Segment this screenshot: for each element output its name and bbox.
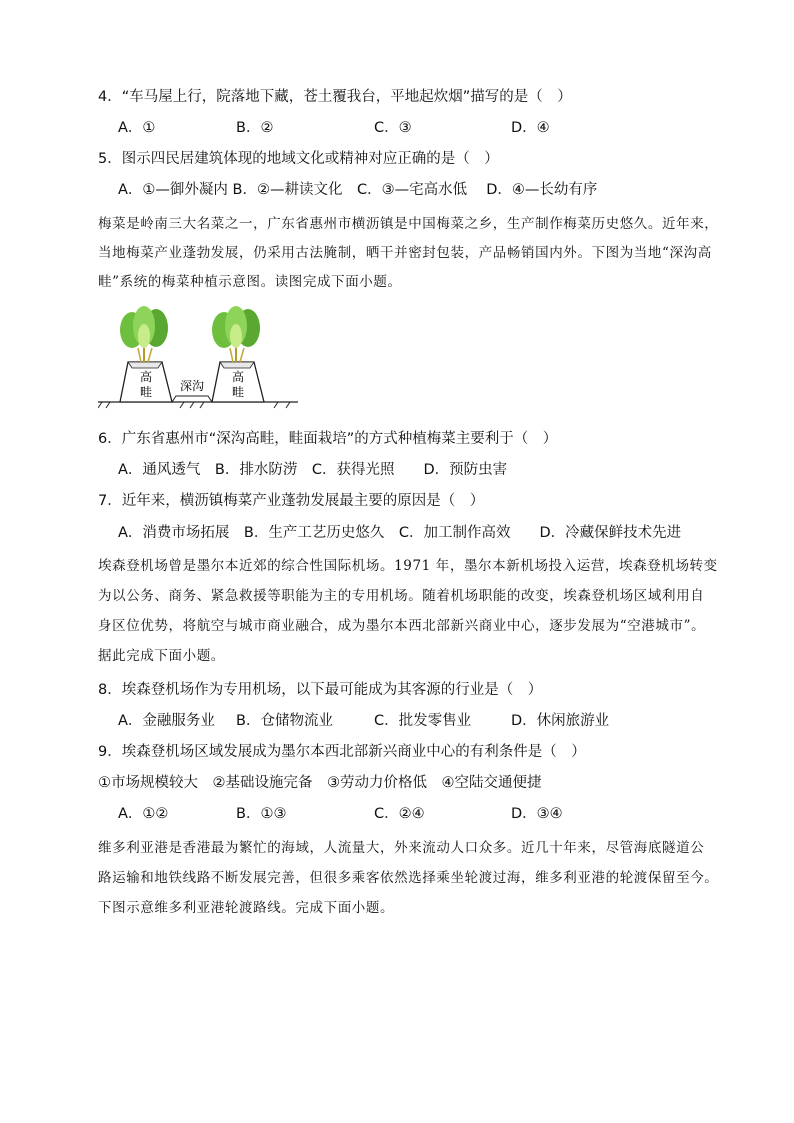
question-5-stem: 5．图示四民居建筑体现的地域文化或精神对应正确的是（ ） (98, 151, 499, 167)
question-9-stem: 9．埃森登机场区域发展成为墨尔本西北部新兴商业中心的有利条件是（ ） (98, 744, 586, 760)
question-8-stem: 8．埃森登机场作为专用机场，以下最可能成为其客源的行业是（ ） (98, 682, 543, 698)
left-ridge-label-1: 高 (139, 370, 153, 384)
passage-1-line-2: 当地梅菜产业蓬勃发展，仍采用古法腌制，晒干并密封包装，产品畅销国内外。下图为当地“深沟高 (98, 245, 712, 261)
q4-option-b: B．② (236, 120, 274, 136)
passage-2-line-3: 身区位优势，将航空与城市商业融合，成为墨尔本西北部新兴商业中心，逐步发展为“空港城市”。 (98, 618, 706, 634)
passage-3-line-2: 路运输和地铁线路不断发展完善，但很多乘客依然选择乘坐轮渡过海，维多利亚港的轮渡保留至今。 (98, 870, 719, 886)
q5-options: A．①—御外凝内 B．②—耕读文化 C．③—宅高水低 D．④—长幼有序 (118, 182, 598, 198)
q4-option-a: A．① (118, 120, 156, 136)
right-ridge-label-1: 高 (231, 370, 245, 384)
passage-3-line-1: 维多利亚港是香港最为繁忙的海域，人流量大，外来流动人口众多。近几十年来，尽管海底隧道公 (98, 840, 705, 856)
vegetable-right-icon (212, 306, 260, 362)
ditch-ridge-svg (98, 306, 298, 410)
q9-conditions: ①市场规模较大 ②基础设施完备 ③劳动力价格低 ④空陆交通便捷 (98, 775, 542, 791)
q8-option-b: B．仓储物流业 (236, 713, 333, 729)
q6-options: A．通风透气 B．排水防涝 C．获得光照 D．预防虫害 (118, 462, 508, 478)
passage-1-line-3: 畦”系统的梅菜种植示意图。读图完成下面小题。 (98, 274, 402, 290)
ditch-label: 深沟 (179, 379, 205, 393)
left-ridge-label-2: 畦 (139, 385, 153, 399)
q8-option-d: D．休闲旅游业 (511, 713, 610, 729)
q9-option-a: A．①② (118, 806, 169, 822)
passage-1-line-1: 梅菜是岭南三大名菜之一，广东省惠州市横沥镇是中国梅菜之乡，生产制作梅菜历史悠久。近年来， (98, 216, 719, 232)
q9-option-c: C．②④ (374, 806, 425, 822)
right-ridge-label-2: 畦 (231, 385, 245, 399)
vegetable-left-icon (120, 306, 168, 362)
question-4-stem: 4．“车马屋上行，院落地下藏，苍土覆我台，平地起炊烟”描写的是（ ） (98, 89, 572, 105)
q8-option-a: A．金融服务业 (118, 713, 215, 729)
q7-options: A．消费市场拓展 B．生产工艺历史悠久 C．加工制作高效 D．冷藏保鲜技术先进 (118, 525, 682, 541)
q4-option-d: D．④ (511, 120, 550, 136)
question-6-stem: 6．广东省惠州市“深沟高畦，畦面栽培”的方式种植梅菜主要利于（ ） (98, 431, 558, 447)
q4-option-c: C．③ (374, 120, 412, 136)
question-7-stem: 7．近年来，横沥镇梅菜产业蓬勃发展最主要的原因是（ ） (98, 493, 485, 509)
q9-option-d: D．③④ (511, 806, 563, 822)
ditch-ridge-diagram (98, 306, 298, 410)
passage-2-line-4: 据此完成下面小题。 (98, 648, 225, 664)
q8-option-c: C．批发零售业 (374, 713, 472, 729)
passage-2-line-2: 为以公务、商务、紧急救援等职能为主的专用机场。随着机场职能的改变，埃森登机场区域利用自 (98, 588, 705, 604)
q9-option-b: B．①③ (236, 806, 287, 822)
ground-hatching (98, 402, 290, 408)
passage-2-line-1: 埃森登机场曾是墨尔本近郊的综合性国际机场。1971 年，墨尔本新机场投入运营，埃森登机场转变 (98, 558, 718, 574)
ditch-outline (172, 396, 212, 402)
passage-3-line-3: 下图示意维多利亚港轮渡路线。完成下面小题。 (98, 900, 395, 916)
